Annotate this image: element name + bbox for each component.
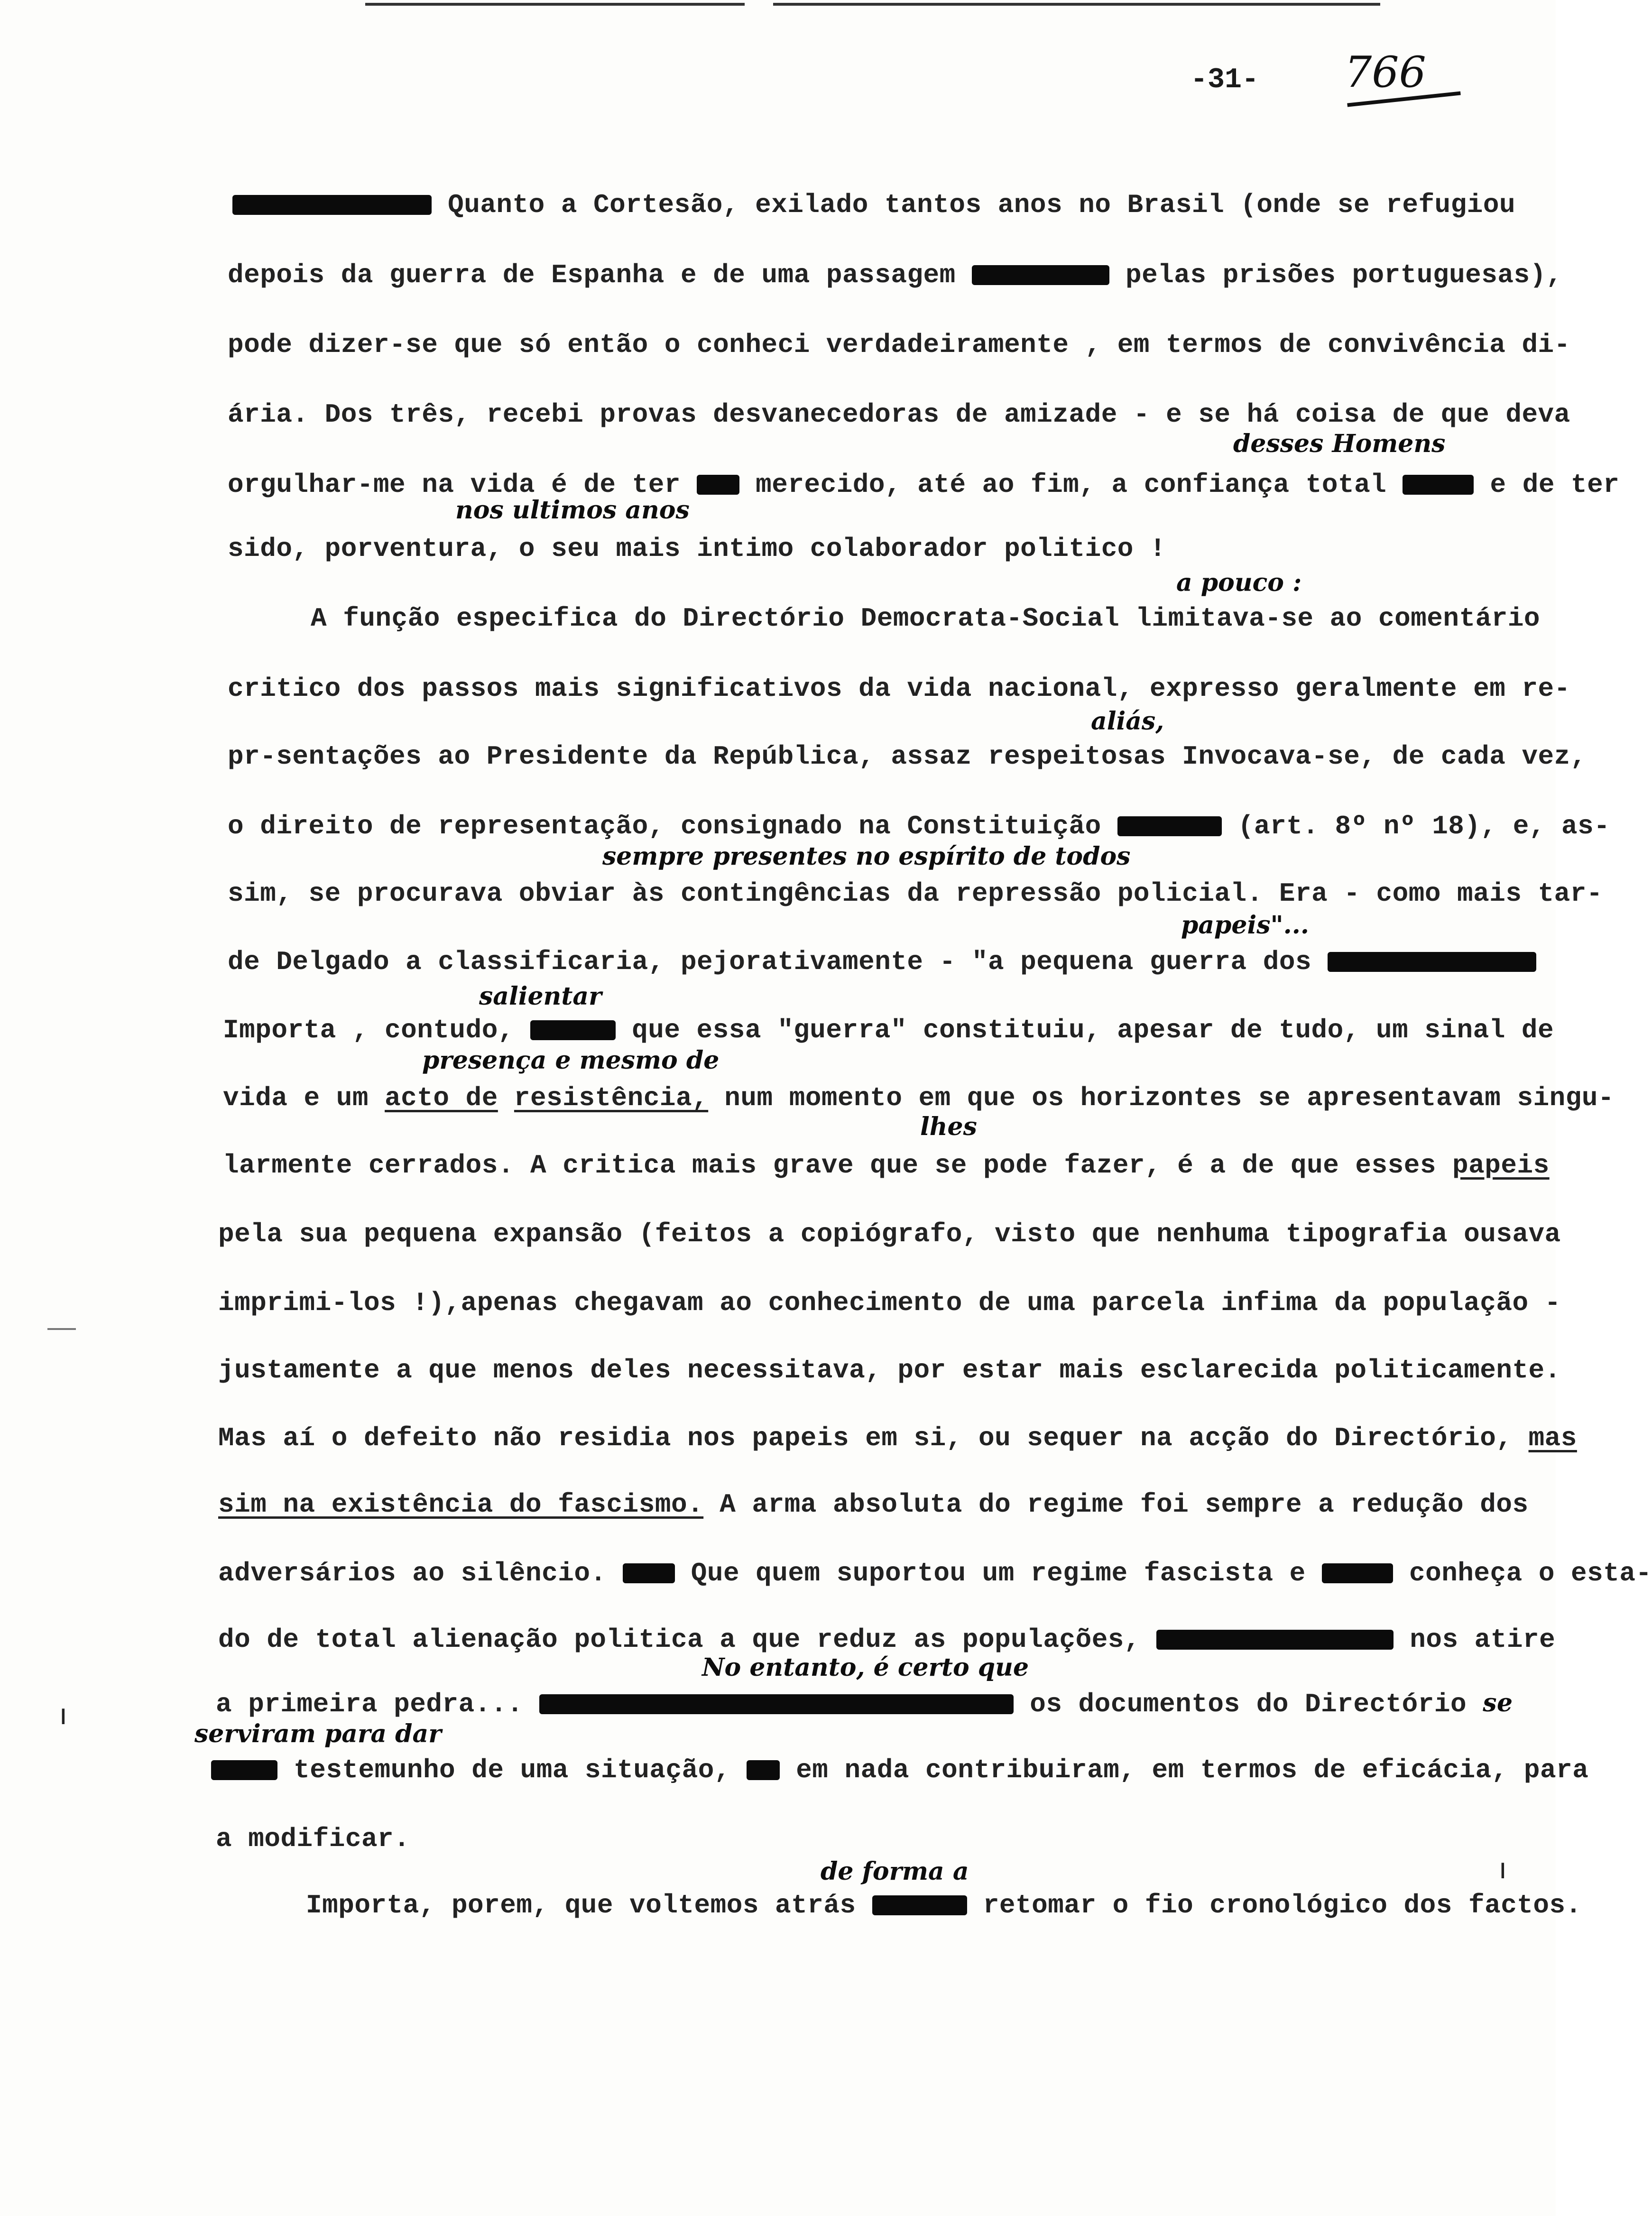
line-text: a primeira pedra...: [216, 1689, 524, 1719]
line-text: pelas prisões portuguesas),: [1125, 260, 1562, 290]
line-text: pr-sentações ao Presidente da República, assaz respeitosas: [228, 741, 1166, 772]
line-text: larmente cerrados. A critica mais grave que se: [223, 1150, 967, 1181]
text-line: [216, 1824, 410, 1854]
redaction-bar: [1156, 1630, 1394, 1650]
line-text: acto de: [385, 1083, 498, 1113]
line-text: orgulhar-me na vida é de ter: [228, 470, 681, 500]
margin-mark: ı: [59, 1698, 67, 1731]
text-line: [216, 1689, 1513, 1719]
line-text: critico dos passos mais significativos da vida nacional, expresso geralmente em re-: [228, 674, 1570, 704]
handwritten-annotation: nos ultimos anos: [455, 496, 690, 525]
line-text: o seu mais intimo colaborador politico !: [518, 534, 1166, 564]
redaction-bar: [530, 1020, 616, 1040]
handwritten-annotation: presença e mesmo de: [422, 1046, 720, 1075]
handwritten-annotation: lhes: [920, 1112, 977, 1141]
text-line: [223, 1150, 1550, 1181]
redaction-bar: [1322, 1563, 1393, 1583]
handwritten-annotation: sempre presentes no espírito de todos: [602, 842, 1131, 871]
text-line: [232, 190, 1515, 220]
line-text: de Delgado a classificaria, pejorativamente - "a pequena guerra dos: [228, 947, 1312, 977]
page-number: -31-: [1191, 64, 1259, 96]
text-line: [223, 1083, 1614, 1113]
line-text: papeis: [1452, 1150, 1550, 1181]
line-text: da repressão policial. Era - como mais tar-: [907, 878, 1603, 909]
text-line: [228, 260, 1562, 290]
handwritten-page-number: 766: [1345, 47, 1426, 97]
line-text: fazer,: [1064, 1150, 1162, 1181]
redaction-bar: [539, 1694, 1014, 1714]
redaction-bar: [747, 1760, 780, 1780]
line-text: o direito de representação, consignado na Constituição: [228, 811, 1101, 841]
margin-tick: [47, 1328, 76, 1330]
line-text: depois da guerra de Espanha e de uma passagem: [228, 260, 956, 290]
text-line: [306, 1890, 1582, 1921]
line-text: nos atire: [1410, 1625, 1556, 1655]
line-text: sim na existência do fascismo.: [218, 1489, 704, 1520]
line-text: adversários ao silêncio.: [218, 1558, 607, 1588]
text-line: [228, 947, 1536, 977]
text-line: [218, 1489, 1529, 1520]
line-text: vida e um: [223, 1083, 369, 1113]
line-text: mas: [1528, 1423, 1577, 1453]
handwritten-annotation: desses Homens: [1233, 429, 1446, 458]
line-text: ária. Dos três, recebi provas desvanecedoras de amizade - e se há coisa de que deva: [228, 399, 1570, 430]
line-text: justamente a que menos deles necessitava, por estar mais esclarecida politicamente.: [218, 1355, 1561, 1385]
line-text: (art. 8º nº 18), e, as-: [1237, 811, 1610, 841]
line-text: ao comentário: [1329, 603, 1541, 634]
line-text: Importa , contudo,: [223, 1015, 514, 1045]
text-line: [211, 1755, 1588, 1785]
redaction-bar: [232, 195, 432, 215]
redaction-bar: [211, 1760, 277, 1780]
line-text: às contingências: [632, 878, 891, 909]
redaction-bar: [1117, 816, 1222, 836]
handwritten-annotation: aliás,: [1091, 707, 1164, 736]
text-line: [311, 603, 1540, 634]
text-line: [218, 1423, 1577, 1453]
text-line: [228, 811, 1610, 841]
line-text: do de total alienação politica a que reduz as populações,: [218, 1625, 1141, 1655]
margin-mark: ı: [1499, 1852, 1507, 1885]
line-text: A função especifica do Directório Democrata-Social limitava-se: [311, 603, 1314, 634]
text-line: [223, 1015, 1554, 1045]
line-text: e de ter: [1490, 470, 1620, 500]
text-line: [218, 1625, 1555, 1655]
line-text: sido, porventura,: [228, 534, 503, 564]
line-text: ou sequer na acção do Directório,: [978, 1423, 1513, 1453]
line-text: em nada contribuiram, em termos de eficácia, para: [796, 1755, 1589, 1785]
redaction-bar: [1403, 475, 1474, 495]
handwritten-annotation: a pouco :: [1176, 568, 1302, 597]
text-line: [218, 1219, 1561, 1249]
text-line: [228, 878, 1603, 909]
line-text: Importa, porem, que voltemos atrás: [306, 1890, 856, 1921]
handwritten-annotation: se: [1483, 1689, 1513, 1717]
redaction-bar: [697, 475, 739, 495]
line-text: pode dizer-se que só então o conheci verdadeiramente , em termos de convivência di-: [228, 330, 1570, 360]
line-text: Mas aí o defeito não residia nos papeis em si,: [218, 1423, 962, 1453]
line-text: conheça o esta-: [1409, 1558, 1652, 1588]
handwritten-annotation: papeis"...: [1181, 911, 1309, 940]
text-line: [218, 1558, 1652, 1588]
text-line: [218, 1288, 1561, 1318]
redaction-bar: [623, 1563, 675, 1583]
line-text: merecido, até ao fim, a confiança total: [756, 470, 1387, 500]
line-text: num momento em que os horizontes se apresentavam singu-: [724, 1083, 1615, 1113]
line-text: que essa "guerra" constituiu, apesar de tudo, um sinal de: [632, 1015, 1554, 1045]
line-text: imprimi-los !),apenas chegavam ao conhecimento de uma parcela infima da população -: [218, 1288, 1561, 1318]
line-text: Que quem suportou um regime fascista e: [691, 1558, 1306, 1588]
text-line: [228, 470, 1619, 500]
line-text: os documentos do Directório: [1030, 1689, 1467, 1719]
top-rule: [773, 3, 1380, 6]
text-line: [228, 399, 1570, 430]
redaction-bar: [1328, 952, 1536, 972]
text-line: [218, 1355, 1561, 1385]
line-text: sim, se procurava obviar: [228, 878, 616, 909]
handwritten-annotation: salientar: [479, 982, 602, 1011]
handwritten-annotation: serviram para dar: [194, 1719, 442, 1748]
top-rule: [365, 3, 745, 6]
line-text: a modificar.: [216, 1824, 410, 1854]
text-line: [228, 330, 1570, 360]
line-text: pela sua pequena expansão (feitos a copiógrafo, visto que nenhuma tipografia ousava: [218, 1219, 1561, 1249]
handwritten-annotation: de forma a: [821, 1857, 969, 1886]
line-text: Invocava-se, de cada vez,: [1182, 741, 1587, 772]
line-text: retomar o fio cronológico dos factos.: [983, 1890, 1582, 1921]
line-text: testemunho de uma situação,: [294, 1755, 730, 1785]
line-text: resistência,: [514, 1083, 709, 1113]
line-text: pode: [983, 1150, 1048, 1181]
redaction-bar: [872, 1895, 967, 1915]
line-text: A arma absoluta do regime foi sempre a redução dos: [720, 1489, 1529, 1520]
handwritten-annotation: No entanto, é certo que: [702, 1653, 1029, 1682]
text-line: [228, 534, 1166, 564]
text-line: [228, 741, 1587, 772]
line-text: é a de que esses: [1177, 1150, 1436, 1181]
text-line: [228, 674, 1570, 704]
line-text: Quanto a Cortesão, exilado tantos anos no Brasil (onde se refugiou: [448, 190, 1516, 220]
redaction-bar: [972, 265, 1109, 285]
